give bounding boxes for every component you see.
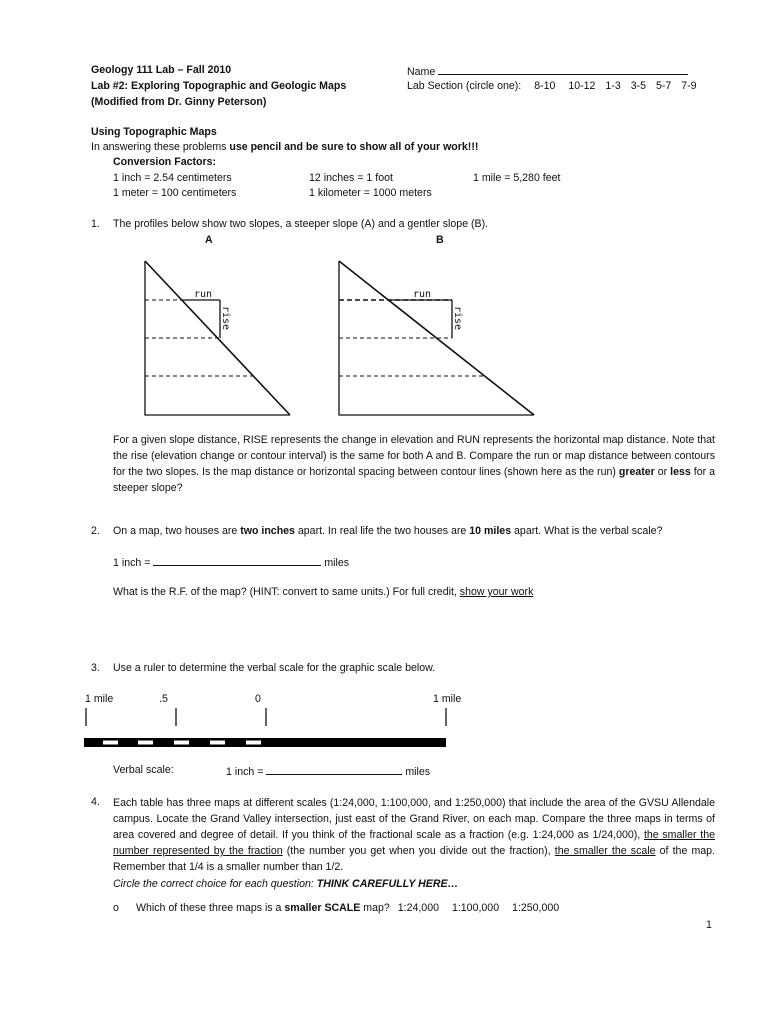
- course-title: Geology 111 Lab – Fall 2010: [91, 64, 232, 76]
- q1-paragraph: [113, 432, 715, 496]
- q2-text-2: apart. In real life the two houses are: [294, 525, 470, 537]
- q1-number: 1.: [91, 218, 100, 230]
- q1-or: or: [654, 466, 671, 478]
- conversion-factor: 1 mile = 5,280 feet: [473, 172, 561, 184]
- q2-rf-question: [113, 585, 533, 601]
- q2-show-work: show your work: [459, 586, 534, 598]
- q4-choice[interactable]: 1:100,000: [451, 902, 500, 914]
- section-heading: Using Topographic Maps: [91, 126, 217, 138]
- q4-paragraph: [113, 795, 715, 875]
- section-option[interactable]: 1-3: [605, 80, 621, 92]
- q4-text-3: of the map. Remember that 1/4 is a smaller number than 1/2.: [113, 845, 716, 873]
- q3-verbal-answer: [226, 763, 430, 781]
- q2-rf-text: What is the R.F. of the map? (HINT: convert to same units.) For full credit,: [113, 586, 460, 598]
- q3-answer-blank[interactable]: [266, 763, 402, 775]
- q4-sub-question: [136, 901, 559, 917]
- section-option[interactable]: 5-7: [655, 80, 672, 92]
- q2-ten-miles: 10 miles: [469, 525, 512, 537]
- q4-underline-2: the smaller the scale: [554, 845, 656, 857]
- q3-inch-label: 1 inch =: [226, 766, 264, 778]
- profile-a-label: A: [205, 234, 213, 246]
- q4-circle-instruction: [113, 877, 458, 893]
- q2-answer-blank[interactable]: [153, 554, 321, 566]
- section-option[interactable]: 10-12: [568, 80, 596, 92]
- q4-bullet: o: [113, 902, 119, 914]
- q4-choice[interactable]: 1:24,000: [397, 902, 439, 914]
- conversion-factor: 12 inches = 1 foot: [309, 172, 393, 184]
- section-option[interactable]: 8-10: [534, 80, 556, 92]
- q4-smaller-scale: smaller SCALE: [284, 902, 361, 914]
- q2-miles-label: miles: [324, 557, 350, 569]
- profile-b-rise-label: rise: [452, 306, 463, 331]
- q4-text-2: (the number you get when you divide out the fraction),: [282, 845, 555, 857]
- instructions-emphasis: use pencil and be sure to show all of your work!!!: [229, 141, 479, 153]
- q4-text-1: Each table has three maps at different scales (1:24,000, 1:100,000, and 1:250,000) that include the area of the GVSU Allendale campus. Locate the Grand Valley intersection, just east of the Grand River, on each map. Compare the three maps in terms of area covered and degree of detail. If you think of the fractional scale as a fraction (e.g. 1:24,000 as 1/24,000),: [113, 797, 715, 841]
- q2-text: [113, 524, 662, 540]
- conversion-factor: 1 kilometer = 1000 meters: [309, 187, 432, 199]
- scale-tick-label: 1 mile: [433, 693, 462, 705]
- profile-b: [339, 261, 534, 415]
- q2-verbal-scale-answer: [113, 554, 349, 572]
- profile-a-run-label: run: [194, 289, 213, 300]
- scale-tick-label: .5: [159, 693, 168, 705]
- profile-b-run-label: run: [413, 289, 432, 300]
- q1-paragraph-end: for a steeper slope?: [113, 466, 715, 494]
- page-number: 1: [706, 919, 712, 931]
- q1-greater: greater: [618, 466, 655, 478]
- q1-less: less: [670, 466, 691, 478]
- q2-inch-label: 1 inch =: [113, 557, 151, 569]
- q2-two-inches: two inches: [240, 525, 295, 537]
- q2-text-3: apart. What is the verbal scale?: [511, 525, 663, 537]
- q1-paragraph-text: For a given slope distance, RISE represents the change in elevation and RUN represents the horizontal map distance. Note that the rise (elevation change or contour interval) is the same for both A and B. Compare the run or map distance between contours for the two slopes. Is the map distance or horizontal spacing between contour lines (shown here as the run): [113, 434, 715, 478]
- section-option[interactable]: 3-5: [630, 80, 646, 92]
- instructions-text: In answering these problems: [91, 141, 230, 153]
- q4-number: 4.: [91, 796, 100, 808]
- section-label: Lab Section (circle one):: [407, 80, 522, 92]
- conversion-factor: 1 inch = 2.54 centimeters: [113, 172, 232, 184]
- q3-text: Use a ruler to determine the verbal scale for the graphic scale below.: [113, 662, 436, 674]
- q3-miles-label: miles: [405, 766, 431, 778]
- section-option[interactable]: 7-9: [681, 80, 697, 92]
- lab-title: Lab #2: Exploring Topographic and Geologic Maps: [91, 80, 347, 92]
- profile-a-rise-label: rise: [220, 306, 231, 331]
- conversion-factor: 1 meter = 100 centimeters: [113, 187, 237, 199]
- q4-sub-question-end: map?: [360, 902, 390, 914]
- q2-text-1: On a map, two houses are: [113, 525, 241, 537]
- name-label: Name: [407, 66, 436, 78]
- scale-tick-label: 0: [255, 693, 261, 705]
- profile-a: [145, 261, 290, 415]
- conversion-heading: Conversion Factors:: [113, 156, 217, 168]
- q2-number: 2.: [91, 525, 100, 537]
- q4-circle-text: Circle the correct choice for each question:: [113, 878, 317, 890]
- q4-underline-1: the smaller the number represented by the fraction: [113, 829, 715, 857]
- q3-number: 3.: [91, 662, 100, 674]
- q4-think-carefully: THINK CAREFULLY HERE…: [316, 878, 459, 890]
- modified-from: (Modified from Dr. Ginny Peterson): [91, 96, 267, 108]
- graphic-scale-bar: [80, 705, 455, 750]
- q1-text: The profiles below show two slopes, a steeper slope (A) and a gentler slope (B).: [113, 218, 489, 230]
- q4-choice[interactable]: 1:250,000: [512, 902, 560, 914]
- scale-tick-label: 1 mile: [85, 693, 114, 705]
- q4-sub-question-text: Which of these three maps is a: [136, 902, 285, 914]
- profile-b-label: B: [436, 234, 444, 246]
- slope-profiles-diagram: [0, 0, 768, 430]
- q3-verbal-label: Verbal scale:: [113, 764, 174, 776]
